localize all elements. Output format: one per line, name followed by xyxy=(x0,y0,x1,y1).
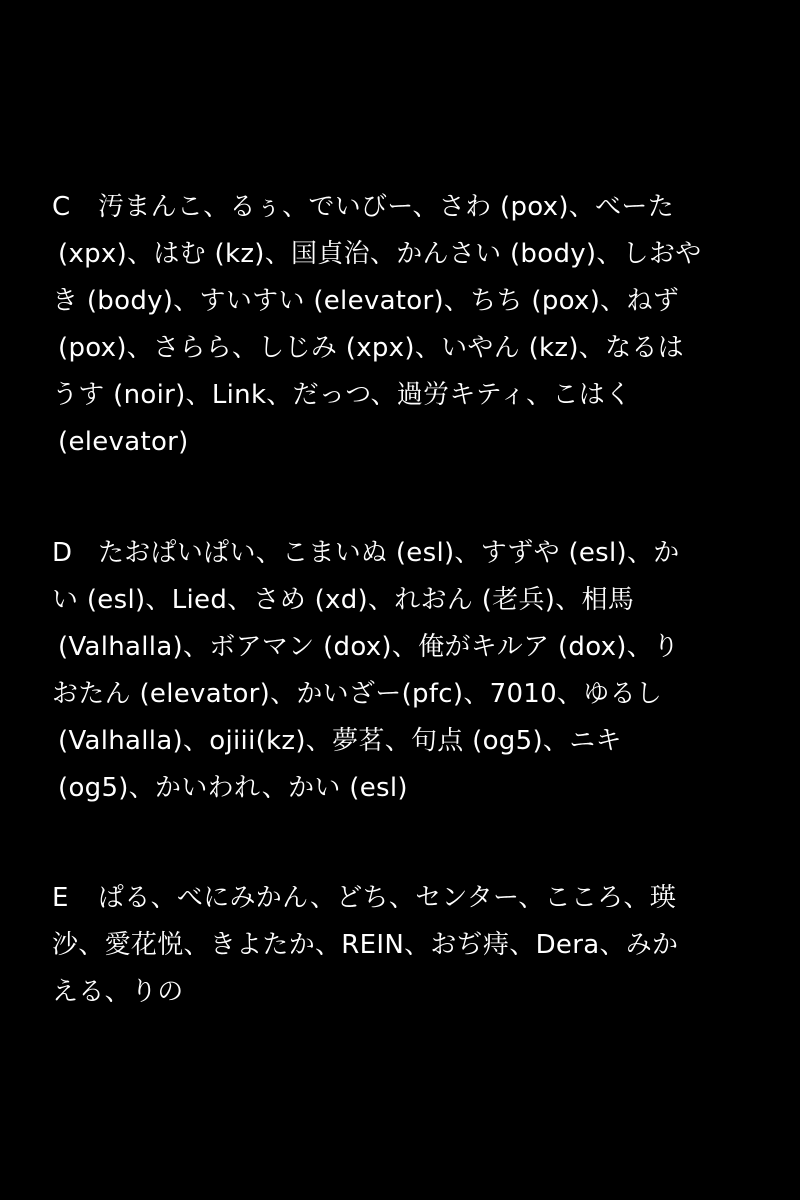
tier-c-line-4: (pox)、さらら、しじみ (xpx)、いやん (kz)、なるは xyxy=(58,333,684,363)
tier-d-line-2: い (esl)、Lied、さめ (xd)、れおん (老兵)、相馬 xyxy=(52,585,635,615)
tier-d-block xyxy=(52,530,752,812)
tier-c-letter: C xyxy=(52,192,71,222)
tier-e-line-1 xyxy=(52,875,752,922)
tier-d-line-4: おたん (elevator)、かいざー(pfc)、7010、ゆるし xyxy=(52,679,663,709)
tier-c-line-5: うす (noir)、Link、だっつ、過労キティ、こはく xyxy=(52,380,632,410)
tier-c-block xyxy=(52,184,752,466)
tier-d-line-1-text: たおぱいぱい、こまいぬ (esl)、すずや (esl)、か xyxy=(98,538,680,568)
tier-d-line-6: (og5)、かいわれ、かい (esl) xyxy=(58,773,408,803)
tier-c-line-6: (elevator) xyxy=(58,427,189,457)
tier-d-letter: D xyxy=(52,538,73,568)
tier-c-line-1-text: 汚まんこ、るぅ、でいびー、さわ (pox)、べーた xyxy=(98,192,675,222)
tier-e-line-2: 沙、愛花悦、きよたか、REIN、おぢ痔、Dera、みか xyxy=(52,930,679,960)
tier-d-line-3: (Valhalla)、ボアマン (dox)、俺がキルア (dox)、り xyxy=(58,632,680,662)
tier-c-line-1 xyxy=(52,184,752,231)
tier-c-line-2: (xpx)、はむ (kz)、国貞治、かんさい (body)、しおや xyxy=(58,239,702,269)
tier-c-line-3: き (body)、すいすい (elevator)、ちち (pox)、ねず xyxy=(52,286,680,316)
tier-d-line-1 xyxy=(52,530,752,577)
tier-e-letter: E xyxy=(52,883,69,913)
tier-d-line-5: (Valhalla)、ojiii(kz)、夢茗、句点 (og5)、ニキ xyxy=(58,726,622,756)
tier-e-block xyxy=(52,875,752,1016)
tier-e-line-3: える、りの xyxy=(52,977,184,1007)
tier-e-line-1-text: ぱる、べにみかん、どち、センター、こころ、瑛 xyxy=(98,883,677,913)
